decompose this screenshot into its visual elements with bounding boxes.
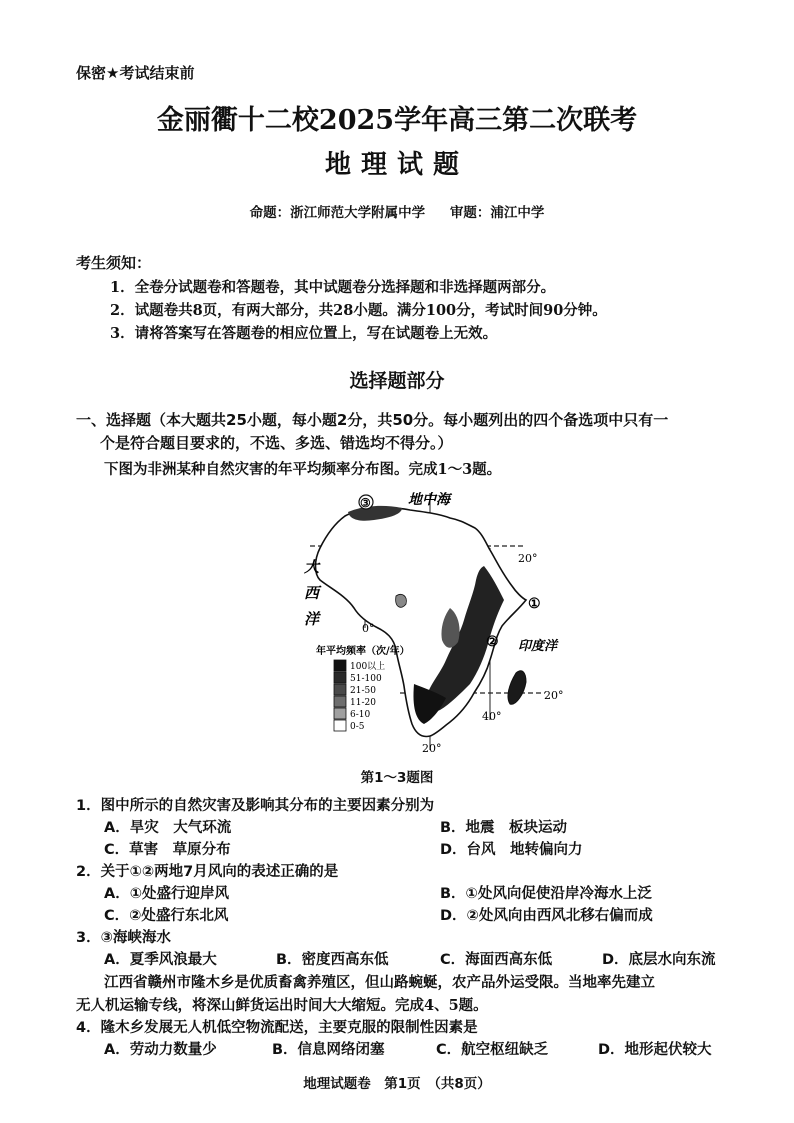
notice-item: 1．全卷分试题卷和答题卷，其中试题卷分选择题和非选择题两部分。 <box>110 279 556 296</box>
label-atlantic-1: 大 <box>304 558 320 576</box>
q1-option-c[interactable]: C．草害 草原分布 <box>104 842 231 858</box>
legend-title: 年平均频率（次/年） <box>316 646 410 657</box>
legend-label: 21-50 <box>350 686 376 696</box>
passage-line2: 无人机运输专线，将深山鲜货运出时间大大缩短。完成4、5题。 <box>76 997 488 1014</box>
label-indian-ocean: 印度洋 <box>518 639 558 654</box>
part-one-line1: 一、选择题（本大题共25小题，每小题2分，共50分。每小题列出的四个备选项中只有一 <box>76 411 669 429</box>
q4-option-c[interactable]: C．航空枢纽缺乏 <box>436 1042 549 1058</box>
question-4-stem: 4．隆木乡发展无人机低空物流配送，主要克服的限制性因素是 <box>76 1020 478 1036</box>
authors-line <box>0 201 794 221</box>
label-lon-40e: 40° <box>482 710 502 723</box>
passage-line1: 江西省赣州市隆木乡是优质畜禽养殖区，但山路蜿蜒，农产品外运受限。当地率先建立 <box>104 974 655 991</box>
author-reviewer: 审题：浦江中学 <box>449 205 545 221</box>
legend-swatch <box>334 672 346 683</box>
question-3-stem: 3．③海峡海水 <box>76 930 171 946</box>
q3-option-c[interactable]: C．海面西高东低 <box>440 952 553 968</box>
part-one-line2: 个是符合题目要求的，不选、多选、错选均不得分。） <box>100 434 453 452</box>
hazard-zone-west <box>396 594 407 607</box>
q1-option-a[interactable]: A．旱灾 大气环流 <box>104 820 232 836</box>
q4-option-b[interactable]: B．信息网络闭塞 <box>272 1042 385 1058</box>
legend-label: 51-100 <box>350 674 382 684</box>
q2-option-c[interactable]: C．②处盛行东北风 <box>104 908 229 924</box>
legend-swatch <box>334 684 346 695</box>
figure-intro: 下图为非洲某种自然灾害的年平均频率分布图。完成1～3题。 <box>104 461 502 478</box>
label-lat-20n: 20° <box>518 552 538 565</box>
legend-label: 100以上 <box>350 662 386 672</box>
madagascar-shape <box>508 671 526 704</box>
legend <box>334 660 385 732</box>
marker-3: ③ <box>360 496 371 510</box>
page-footer: 地理试题卷 第1页 （共8页） <box>303 1076 491 1092</box>
q1-option-d[interactable]: D．台风 地转偏向力 <box>440 842 583 858</box>
section-title: 选择题部分 <box>349 370 445 392</box>
legend-swatch <box>334 660 346 671</box>
legend-label: 6-10 <box>350 710 371 720</box>
legend-swatch <box>334 708 346 719</box>
part-one-instructions <box>76 409 756 455</box>
label-lat-20s: 20° <box>544 689 564 702</box>
q1-option-b[interactable]: B．地震 板块运动 <box>440 820 568 836</box>
label-atlantic-3: 洋 <box>304 610 320 628</box>
author-setter: 命题：浙江师范大学附属中学 <box>249 205 426 221</box>
q2-option-d[interactable]: D．②处风向由西风北移右偏而成 <box>440 908 653 924</box>
legend-swatch <box>334 696 346 707</box>
q4-option-a[interactable]: A．劳动力数量少 <box>104 1042 217 1058</box>
q4-option-d[interactable]: D．地形起伏较大 <box>598 1042 712 1058</box>
marker-2: ② <box>486 634 499 650</box>
question-1-stem: 1．图中所示的自然灾害及影响其分布的主要因素分别为 <box>76 798 435 814</box>
exam-title: 金丽衢十二校2025学年高三第二次联考 <box>156 105 638 136</box>
legend-label: 0-5 <box>350 722 365 732</box>
legend-label: 11-20 <box>350 698 376 708</box>
marker-1: ① <box>528 596 541 612</box>
label-lon-20e: 20° <box>422 742 442 755</box>
confidential-label: 保密★考试结束前 <box>76 64 195 82</box>
notice-heading: 考生须知： <box>76 254 152 272</box>
legend-swatch <box>334 720 346 731</box>
figure-caption: 第1～3题图 <box>360 770 434 786</box>
label-mediterranean: 地中海 <box>408 492 450 508</box>
label-atlantic-2: 西 <box>304 584 320 602</box>
subject-title: 地理试题 <box>324 150 469 180</box>
q3-option-b[interactable]: B．密度西高东低 <box>276 952 389 968</box>
q2-option-a[interactable]: A．①处盛行迎岸风 <box>104 886 229 902</box>
label-lat-0: 0° <box>362 622 375 635</box>
q3-option-d[interactable]: D．底层水向东流 <box>602 952 716 968</box>
notice-item: 3．请将答案写在答题卷的相应位置上，写在试题卷上无效。 <box>110 325 498 342</box>
q3-option-a[interactable]: A．夏季风浪最大 <box>104 952 217 968</box>
q2-option-b[interactable]: B．①处风向促使沿岸冷海水上泛 <box>440 886 652 902</box>
notice-item: 2．试题卷共8页，有两大部分，共28小题。满分100分，考试时间90分钟。 <box>110 302 607 319</box>
question-2-stem: 2．关于①②两地7月风向的表述正确的是 <box>76 864 339 880</box>
africa-map <box>290 488 564 758</box>
